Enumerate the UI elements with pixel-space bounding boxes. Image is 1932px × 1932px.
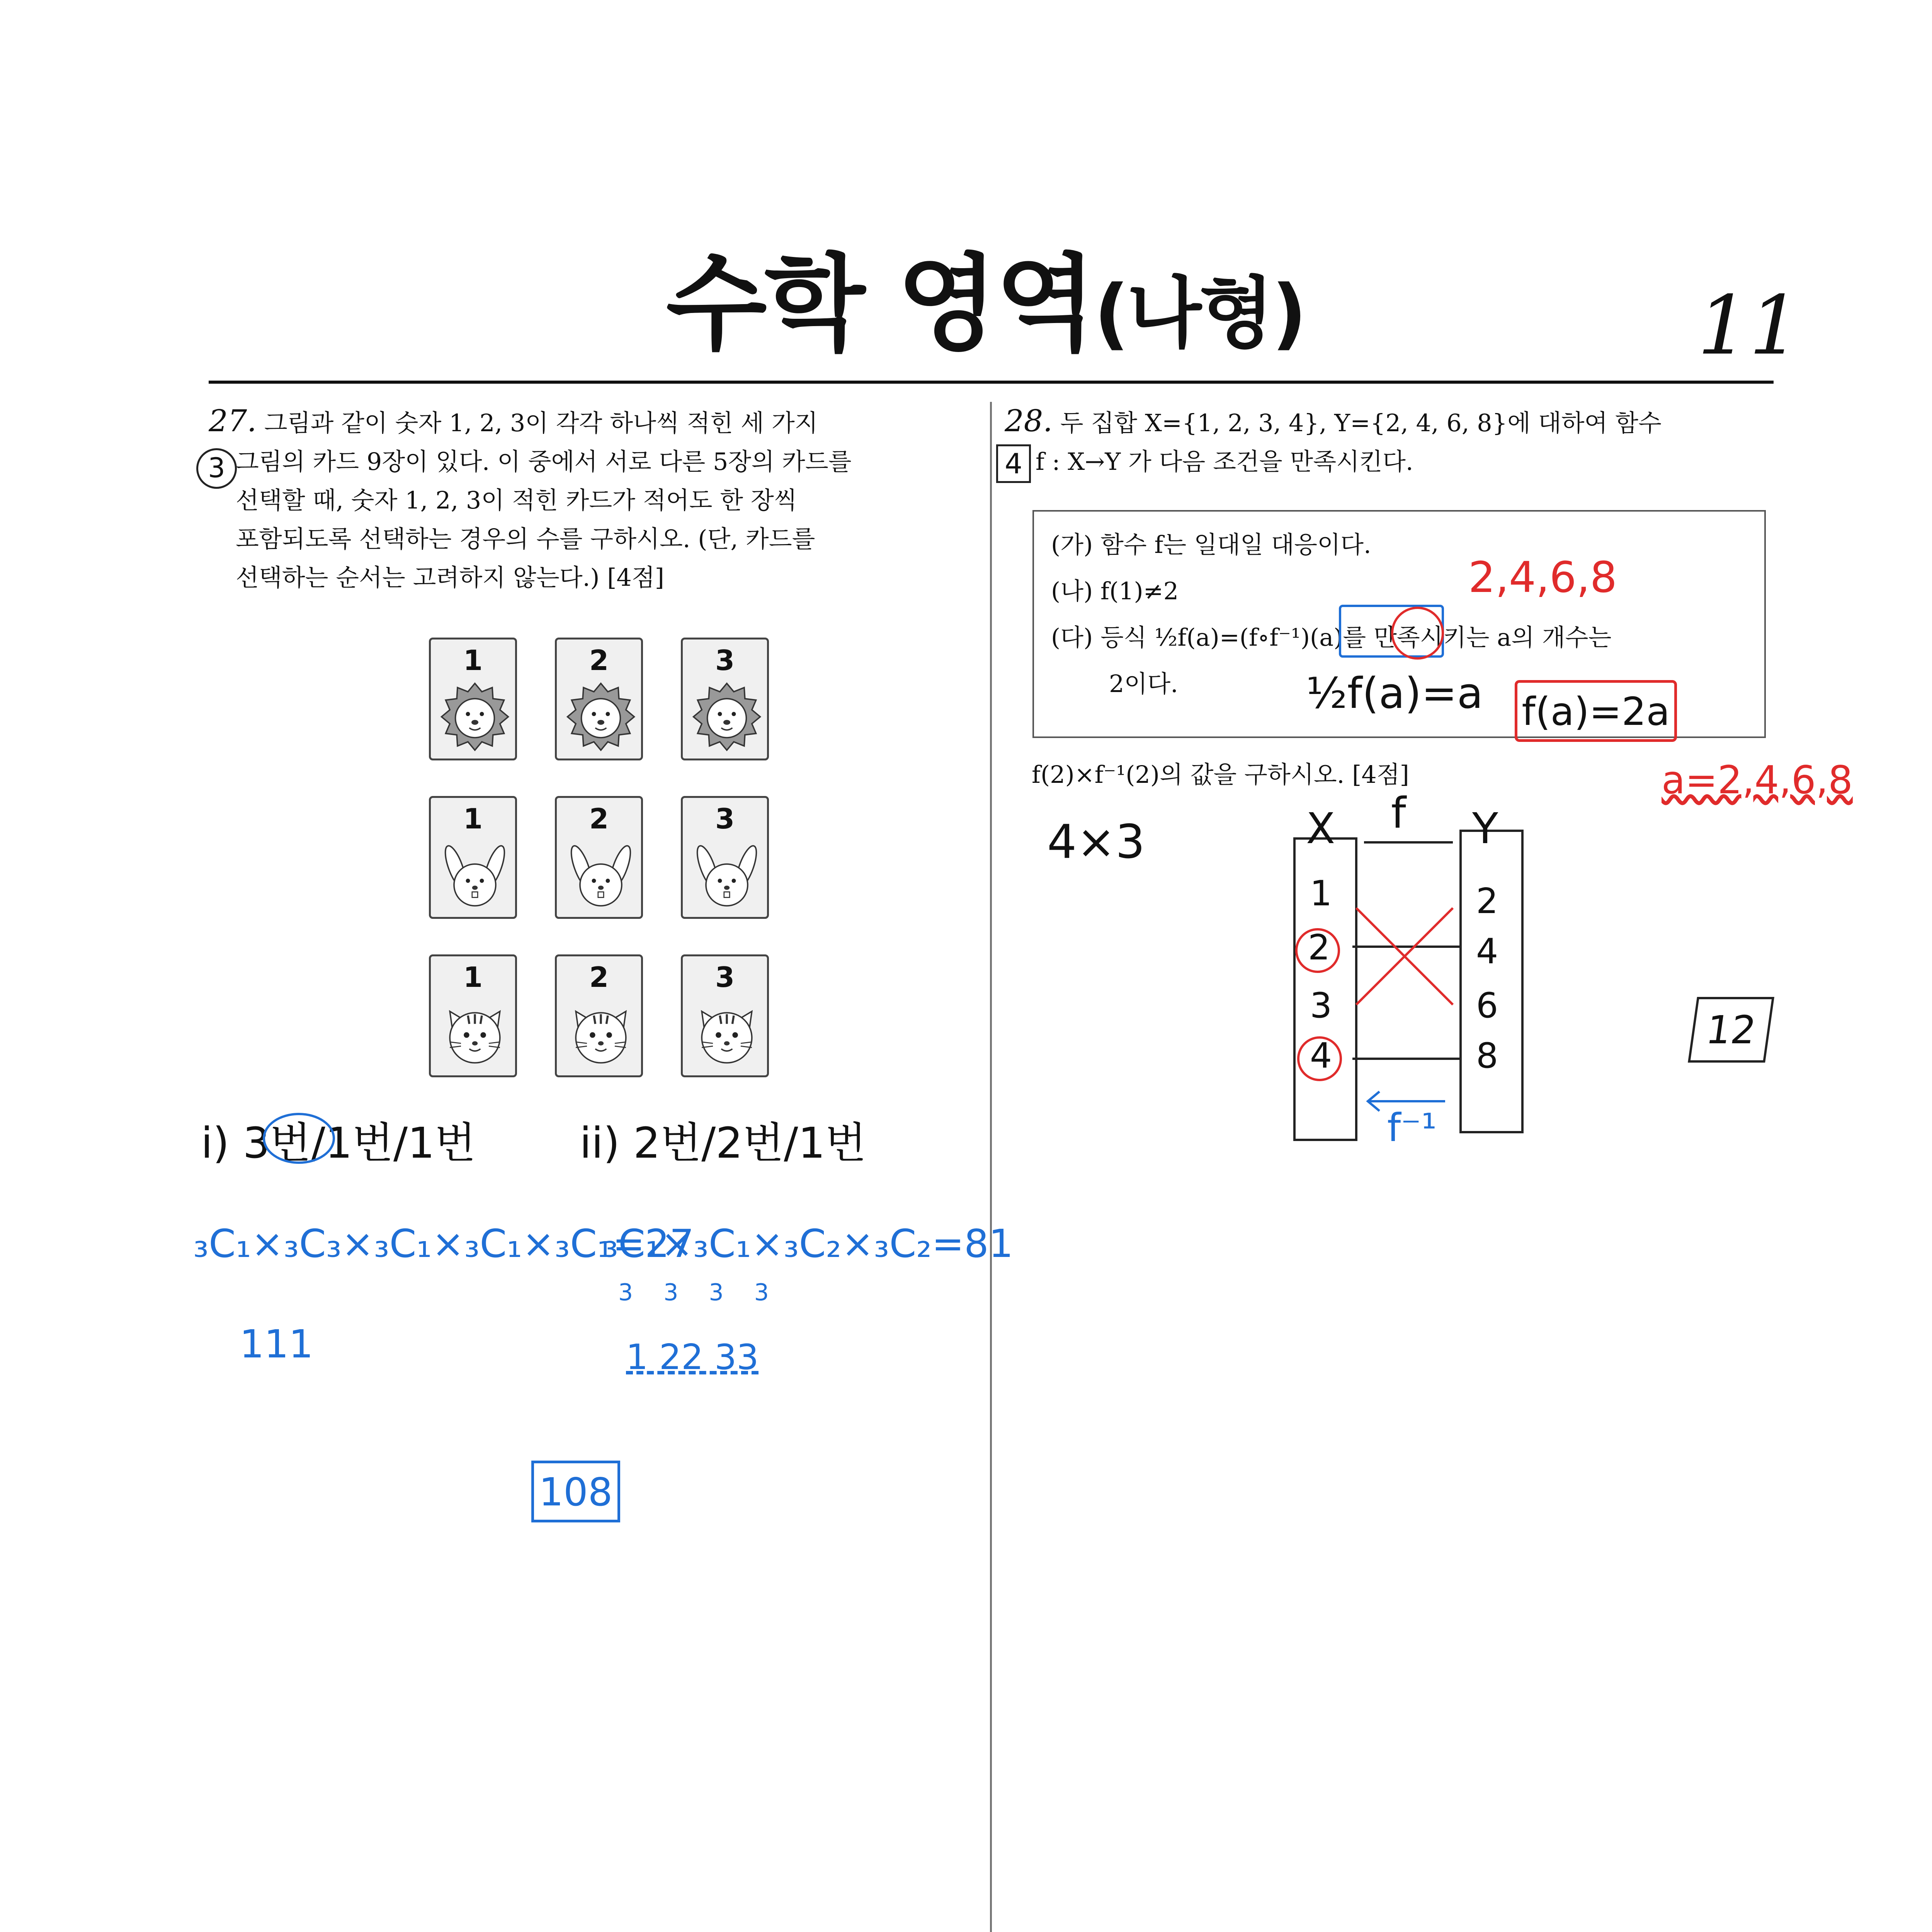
q28-mapping-diagram [1291, 788, 1530, 1151]
card-number: 1 [463, 961, 483, 993]
column-divider [990, 402, 992, 1932]
condition-da-cont: 2이다. [1109, 670, 1178, 698]
lion-icon [440, 682, 510, 752]
card-cat-2 [555, 954, 643, 1077]
q27-case-1: i) 3번/1번/1번 [201, 1118, 476, 1168]
q27-calc-2-under: 3 3 3 3 [618, 1279, 781, 1306]
q27-calc-1: ₃C₁×₃C₃×₃C₁×₃C₁×₃C₁=27 [193, 1221, 694, 1266]
q28-half-eq: ½f(a)=a [1306, 668, 1483, 718]
q28-total-box: 12 [1688, 997, 1774, 1063]
diagram-f-inverse-label: f⁻¹ [1387, 1105, 1437, 1150]
condition-na: (나) f(1)≠2 [1051, 577, 1179, 605]
card-rabbit-1 [429, 796, 517, 919]
page-title [0, 220, 1932, 370]
lion-icon [692, 682, 762, 752]
card-cat-1 [429, 954, 517, 1077]
question-27-line-1: 그림과 같이 숫자 1, 2, 3이 각각 하나씩 적힌 세 가지 [264, 409, 818, 437]
q28-product: 4×3 [1047, 815, 1145, 869]
lion-icon [566, 682, 636, 752]
y-value: 2 [1476, 881, 1498, 922]
card-number: 2 [589, 803, 609, 835]
cat-icon [692, 999, 762, 1068]
card-lion-2 [555, 638, 643, 760]
diagram-f-label: f [1391, 788, 1406, 838]
x-value: 4 [1310, 1036, 1332, 1076]
rabbit-icon [566, 840, 636, 910]
question-27-line-5: 선택하는 순서는 고려하지 않는다.) [4점] [236, 563, 664, 592]
question-27 [209, 402, 943, 597]
q27-total-box: 108 [531, 1461, 620, 1522]
y-value: 6 [1476, 985, 1498, 1026]
card-lion-3 [681, 638, 769, 760]
x-value: 3 [1310, 985, 1332, 1026]
title-text: 수학 영역 [666, 243, 1094, 365]
title-subtitle: (나형) [1094, 269, 1305, 359]
question-28-ask: f(2)×f⁻¹(2)의 값을 구하시오. [4점] [1032, 760, 1409, 789]
q27-note-2: 1 22 33 [626, 1337, 759, 1378]
diagram-x-label: X [1306, 804, 1335, 853]
diagram-y-label: Y [1472, 804, 1498, 853]
rabbit-icon [692, 840, 762, 910]
card-number: 2 [589, 644, 609, 677]
question-28-number: 28. [1005, 404, 1053, 439]
card-cat-3 [681, 954, 769, 1077]
q28-a-circle [1391, 607, 1444, 660]
question-28 [1005, 402, 1770, 481]
question-28-line-2: f : X→Y 가 다음 조건을 만족시킨다. [1036, 447, 1413, 476]
question-27-line-3: 선택할 때, 숫자 1, 2, 3이 적힌 카드가 적어도 한 장씩 [236, 486, 797, 514]
q27-case1-circle [263, 1113, 335, 1164]
card-rabbit-3 [681, 796, 769, 919]
condition-ga: (가) 함수 f는 일대일 대응이다. [1051, 531, 1371, 559]
q28-fa-box: f(a)=2a [1515, 680, 1677, 742]
rabbit-icon [440, 840, 510, 910]
x-value: 2 [1308, 927, 1330, 968]
card-rabbit-2 [555, 796, 643, 919]
question-27-number: 27. [209, 404, 257, 439]
card-number: 3 [715, 803, 735, 835]
question-28-line-1: 두 집합 X={1, 2, 3, 4}, Y={2, 4, 6, 8}에 대하여 함수 [1060, 409, 1662, 437]
q27-answer-mark: 3 [196, 448, 237, 489]
page-number: 11 [1697, 278, 1801, 373]
mapping-lines [1291, 804, 1530, 1151]
q28-answer-mark: 4 [996, 444, 1031, 483]
y-value: 8 [1476, 1036, 1498, 1076]
q27-case-2: ii) 2번/2번/1번 [580, 1118, 866, 1168]
condition-da: (다) 등식 ½f(a)=(f∘f⁻¹)(a)를 만족시키는 a의 개수는 [1051, 623, 1612, 651]
cat-icon [440, 999, 510, 1068]
x-value: 1 [1310, 873, 1332, 914]
card-number: 1 [463, 644, 483, 677]
question-27-line-2: 그림의 카드 9장이 있다. 이 중에서 서로 다른 5장의 카드를 [236, 447, 852, 476]
cat-icon [566, 999, 636, 1068]
card-number: 2 [589, 961, 609, 993]
q28-red-values: 2,4,6,8 [1468, 553, 1617, 602]
card-number: 1 [463, 803, 483, 835]
header-divider [209, 381, 1774, 384]
question-27-line-4: 포함되도록 선택하는 경우의 수를 구하시오. (단, 카드를 [236, 525, 815, 553]
q27-calc-2: ₃C₁×₃C₁×₃C₂×₃C₂=81 [603, 1221, 1014, 1266]
q28-a-values: a=2,4,6,8 [1662, 757, 1853, 803]
card-lion-1 [429, 638, 517, 760]
card-number: 3 [715, 644, 735, 677]
card-grid [429, 638, 777, 1078]
y-value: 4 [1476, 931, 1498, 972]
q27-note-1: 111 [240, 1321, 313, 1367]
card-number: 3 [715, 961, 735, 993]
